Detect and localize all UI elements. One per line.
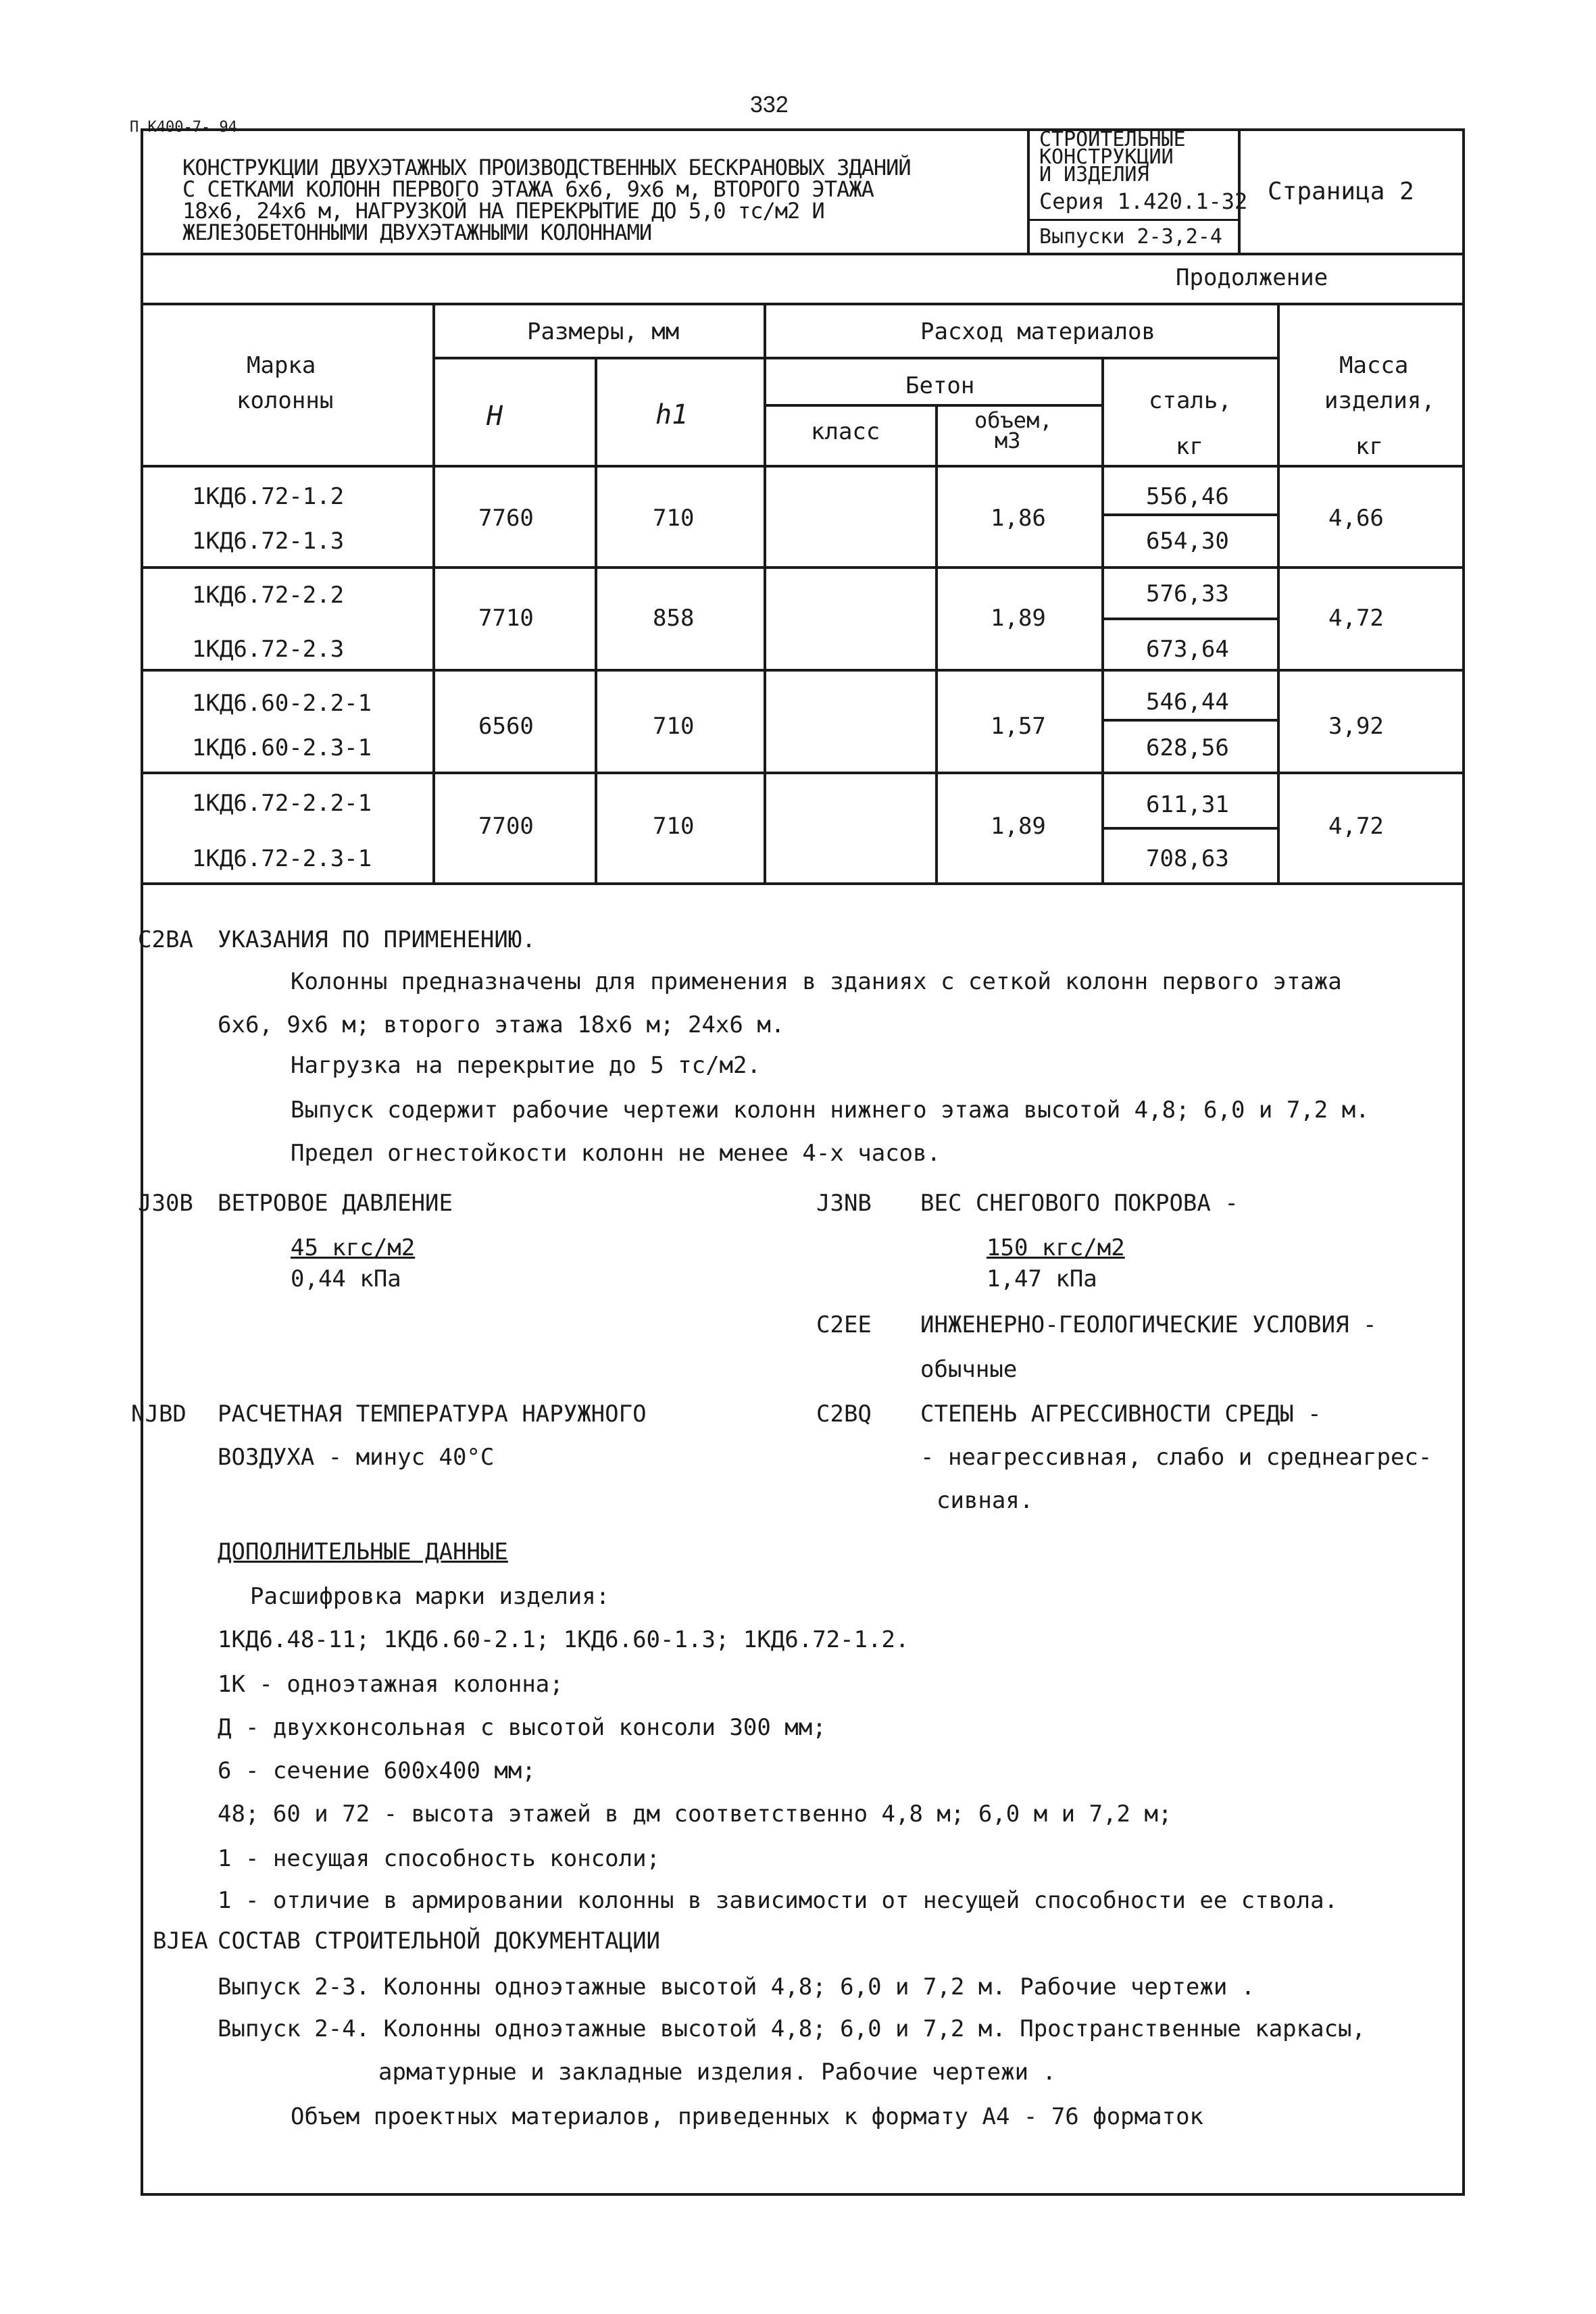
usage-code: С2ВА bbox=[138, 926, 193, 953]
H-cell: 6560 bbox=[478, 713, 534, 740]
steel-split-line bbox=[1101, 827, 1277, 830]
steel-cell: 611,31 bbox=[1146, 791, 1229, 818]
col-header-h1: h1 bbox=[655, 399, 689, 430]
docs-title: СОСТАВ СТРОИТЕЛЬНОЙ ДОКУМЕНТАЦИИ bbox=[218, 1928, 661, 1955]
col-header-H: H bbox=[487, 401, 503, 432]
mass-cell: 3,92 bbox=[1328, 713, 1384, 740]
table-col-line bbox=[595, 358, 597, 884]
table-row-line bbox=[141, 669, 1465, 672]
snow-title: ВЕС СНЕГОВОГО ПОКРОВА - bbox=[920, 1190, 1239, 1217]
steel-cell: 654,30 bbox=[1146, 528, 1229, 555]
h1-cell: 858 bbox=[653, 605, 695, 632]
table-top-line bbox=[141, 303, 1465, 305]
table-col-line bbox=[432, 303, 435, 884]
decode-item: 48; 60 и 72 - высота этажей в дм соответственно 4,8 м; 6,0 м и 7,2 м; bbox=[218, 1801, 1172, 1828]
table-row-line bbox=[764, 404, 1101, 407]
table-row-line bbox=[141, 772, 1465, 774]
table-row-line bbox=[141, 566, 1465, 569]
series-line: СТРОИТЕЛЬНЫЕ bbox=[1039, 128, 1186, 151]
table-col-line bbox=[1277, 303, 1280, 884]
temp-title: РАСЧЕТНАЯ ТЕМПЕРАТУРА НАРУЖНОГО bbox=[218, 1401, 647, 1428]
header-bottom-line bbox=[141, 253, 1465, 255]
col-header-mark: колонны bbox=[236, 387, 334, 414]
col-header-volume: объем, bbox=[974, 407, 1053, 433]
col-header-mass: кг bbox=[1355, 433, 1383, 460]
col-header-volume: м3 bbox=[995, 428, 1021, 453]
header-divider-1 bbox=[1027, 128, 1030, 254]
h1-cell: 710 bbox=[653, 505, 695, 532]
usage-line: 6х6, 9х6 м; второго этажа 18х6 м; 24х6 м. bbox=[218, 1011, 785, 1038]
wind-title: ВЕТРОВОЕ ДАВЛЕНИЕ bbox=[218, 1190, 453, 1217]
mass-cell: 4,66 bbox=[1328, 505, 1384, 532]
steel-split-line bbox=[1101, 719, 1277, 722]
mass-cell: 4,72 bbox=[1328, 605, 1384, 632]
table-col-line bbox=[1101, 358, 1104, 884]
continuation-label: Продолжение bbox=[1176, 264, 1328, 291]
mark-cell: 1КД6.72-2.2-1 bbox=[192, 790, 372, 817]
series-number: Серия 1.420.1-32 bbox=[1039, 188, 1248, 214]
usage-line: Предел огнестойкости колонн не менее 4-х часов. bbox=[291, 1140, 941, 1167]
usage-title: УКАЗАНИЯ ПО ПРИМЕНЕНИЮ. bbox=[218, 926, 536, 953]
col-header-steel: сталь, bbox=[1149, 387, 1232, 414]
volume-cell: 1,86 bbox=[991, 505, 1046, 532]
decode-item: Д - двухконсольная с высотой консоли 300 мм; bbox=[218, 1714, 826, 1741]
col-header-mass: Масса bbox=[1339, 352, 1409, 379]
decode-item: 6 - сечение 600х400 мм; bbox=[218, 1757, 536, 1784]
H-cell: 7700 bbox=[478, 813, 534, 840]
col-header-class: класс bbox=[811, 418, 880, 445]
wind-kpa: 0,44 кПа bbox=[291, 1265, 401, 1292]
volume-line: Объем проектных материалов, приведенных к формату А4 - 76 форматок bbox=[291, 2103, 1204, 2130]
wind-code: J30В bbox=[138, 1190, 193, 1217]
header-title-line: 18х6, 24х6 м, НАГРУЗКОЙ НА ПЕРЕКРЫТИЕ ДО 5,0 тс/м2 И bbox=[182, 198, 824, 224]
aggr-code: С2ВQ bbox=[816, 1401, 872, 1428]
col-header-mass: изделия, bbox=[1324, 387, 1435, 414]
snow-code: J3NВ bbox=[816, 1190, 872, 1217]
mark-cell: 1КД6.72-1.2 bbox=[192, 483, 345, 510]
col-header-concrete: Бетон bbox=[905, 372, 975, 399]
col-header-steel: кг bbox=[1176, 433, 1203, 460]
mark-cell: 1КД6.72-1.3 bbox=[192, 528, 345, 555]
aggr-value: сивная. bbox=[937, 1487, 1034, 1514]
table-row-line bbox=[141, 882, 1465, 885]
col-header-dims: Размеры, мм bbox=[527, 318, 680, 345]
series-issues: Выпуски 2-3,2-4 bbox=[1039, 225, 1222, 249]
volume-cell: 1,89 bbox=[991, 813, 1046, 840]
mark-cell: 1КД6.60-2.2-1 bbox=[192, 690, 372, 717]
mark-cell: 1КД6.72-2.3-1 bbox=[192, 845, 372, 872]
snow-value: 150 кгс/м2 bbox=[987, 1234, 1125, 1261]
aggr-title: СТЕПЕНЬ АГРЕССИВНОСТИ СРЕДЫ - bbox=[920, 1401, 1322, 1428]
mark-cell: 1КД6.60-2.3-1 bbox=[192, 734, 372, 761]
steel-cell: 576,33 bbox=[1146, 580, 1229, 607]
usage-line: Выпуск содержит рабочие чертежи колонн нижнего этажа высотой 4,8; 6,0 и 7,2 м. bbox=[291, 1097, 1370, 1124]
usage-line: Колонны предназначены для применения в зданиях с сеткой колонн первого этажа bbox=[291, 968, 1342, 995]
aggr-value: - неагрессивная, слабо и среднеагрес- bbox=[920, 1444, 1432, 1471]
snow-kpa: 1,47 кПа bbox=[987, 1265, 1097, 1292]
decode-item: 1 - отличие в армировании колонны в зависимости от несущей способности ее ствола. bbox=[218, 1887, 1339, 1914]
temp-code: NJBD bbox=[131, 1401, 186, 1428]
header-title-line: КОНСТРУКЦИИ ДВУХЭТАЖНЫХ ПРОИЗВОДСТВЕННЫХ БЕСКРАНОВЫХ ЗДАНИЙ bbox=[182, 155, 911, 180]
mass-cell: 4,72 bbox=[1328, 813, 1384, 840]
geo-value: обычные bbox=[920, 1356, 1018, 1383]
temp-value: ВОЗДУХА - минус 40°С bbox=[218, 1444, 495, 1471]
col-header-mark: Марка bbox=[247, 352, 316, 379]
doc-code: П К400-7- 94 bbox=[130, 119, 237, 136]
h1-cell: 710 bbox=[653, 813, 695, 840]
decode-item: 1 - несущая способность консоли; bbox=[218, 1845, 661, 1872]
docs-line: арматурные и закладные изделия. Рабочие чертежи . bbox=[378, 2059, 1057, 2086]
H-cell: 7760 bbox=[478, 505, 534, 532]
decode-title: Расшифровка марки изделия: bbox=[250, 1583, 610, 1610]
usage-line: Нагрузка на перекрытие до 5 тс/м2. bbox=[291, 1052, 761, 1079]
steel-cell: 556,46 bbox=[1146, 483, 1229, 510]
table-col-line bbox=[764, 303, 766, 884]
table-row-line bbox=[141, 465, 1465, 468]
h1-cell: 710 bbox=[653, 713, 695, 740]
mark-cell: 1КД6.72-2.3 bbox=[192, 636, 345, 663]
series-line: КОНСТРУКЦИИ bbox=[1039, 145, 1174, 169]
steel-cell: 708,63 bbox=[1146, 845, 1229, 872]
wind-value: 45 кгс/м2 bbox=[291, 1234, 416, 1261]
docs-line: Выпуск 2-3. Колонны одноэтажные высотой 4,8; 6,0 и 7,2 м. Рабочие чертежи . bbox=[218, 1973, 1255, 2001]
volume-cell: 1,89 bbox=[991, 605, 1046, 632]
series-divider bbox=[1030, 219, 1238, 221]
steel-cell: 628,56 bbox=[1146, 734, 1229, 761]
header-title-line: С СЕТКАМИ КОЛОНН ПЕРВОГО ЭТАЖА 6х6, 9х6 м, ВТОРОГО ЭТАЖА bbox=[182, 176, 874, 202]
extra-title: ДОПОЛНИТЕЛЬНЫЕ ДАННЫЕ bbox=[218, 1538, 508, 1565]
table-row-line bbox=[432, 357, 1277, 359]
steel-split-line bbox=[1101, 513, 1277, 516]
series-line: И ИЗДЕЛИЯ bbox=[1039, 163, 1149, 186]
page-label: Страница 2 bbox=[1268, 178, 1414, 205]
steel-cell: 673,64 bbox=[1146, 636, 1229, 663]
H-cell: 7710 bbox=[478, 605, 534, 632]
volume-cell: 1,57 bbox=[991, 713, 1046, 740]
mark-cell: 1КД6.72-2.2 bbox=[192, 582, 345, 609]
geo-title: ИНЖЕНЕРНО-ГЕОЛОГИЧЕСКИЕ УСЛОВИЯ - bbox=[920, 1311, 1377, 1338]
table-col-line bbox=[935, 405, 938, 884]
decode-examples: 1КД6.48-11; 1КД6.60-2.1; 1КД6.60-1.3; 1КД6.72-1.2. bbox=[218, 1626, 909, 1653]
steel-split-line bbox=[1101, 618, 1277, 620]
geo-code: С2ЕЕ bbox=[816, 1311, 872, 1338]
steel-cell: 546,44 bbox=[1146, 688, 1229, 715]
col-header-materials: Расход материалов bbox=[920, 318, 1155, 345]
page-number: 332 bbox=[750, 92, 789, 118]
header-title-line: ЖЕЛЕЗОБЕТОННЫМИ ДВУХЭТАЖНЫМИ КОЛОННАМИ bbox=[182, 220, 652, 245]
docs-code: BJЕА bbox=[153, 1928, 208, 1955]
decode-item: 1К - одноэтажная колонна; bbox=[218, 1671, 564, 1698]
docs-line: Выпуск 2-4. Колонны одноэтажные высотой 4,8; 6,0 и 7,2 м. Пространственные каркасы, bbox=[218, 2015, 1366, 2042]
